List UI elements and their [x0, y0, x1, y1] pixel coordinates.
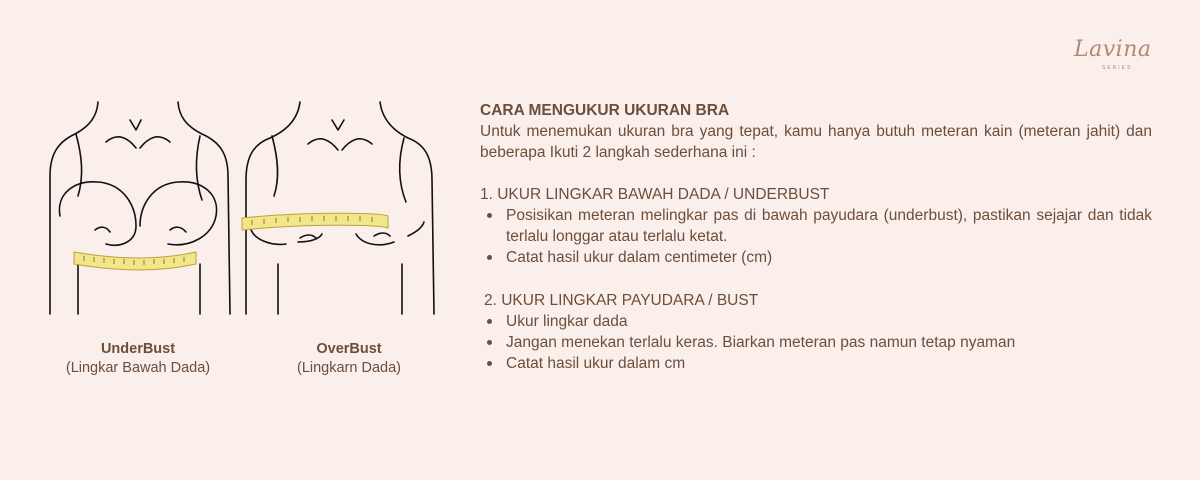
list-item: Catat hasil ukur dalam cm	[506, 353, 1152, 374]
overbust-label: OverBust	[316, 341, 382, 357]
section-bust-list	[480, 311, 1152, 374]
logo-text: Lavina	[1074, 37, 1152, 62]
underbust-torso-drawing	[40, 96, 240, 318]
guide-intro: Untuk menemukan ukuran bra yang tepat, kamu hanya butuh meteran kain (meteran jahit) dan beberapa Ikuti 2 langkah sederhana ini :	[480, 123, 1152, 161]
section-bust-heading: 2. UKUR LINGKAR PAYUDARA / BUST	[484, 292, 759, 309]
underbust-illustration	[40, 96, 240, 318]
underbust-measuring-tape	[74, 252, 196, 270]
brand-logo	[1074, 36, 1154, 76]
list-item: Posisikan meteran melingkar pas di bawah payudara (underbust), pastikan sejajar dan tidak terlalu longgar atau terlalu ketat.	[506, 207, 1152, 245]
overbust-torso-drawing	[238, 96, 438, 318]
logo-subtext: SERIES	[1102, 65, 1133, 71]
list-item: Ukur lingkar dada	[506, 311, 1152, 332]
underbust-caption	[38, 340, 238, 378]
underbust-label: UnderBust	[100, 341, 176, 357]
overbust-illustration	[238, 96, 438, 318]
section-underbust-list	[480, 205, 1152, 268]
underbust-sublabel: (Lingkar Bawah Dada)	[65, 360, 211, 376]
overbust-caption	[249, 340, 449, 378]
overbust-measuring-tape	[242, 213, 388, 230]
section-underbust-heading: 1. UKUR LINGKAR BAWAH DADA / UNDERBUST	[480, 186, 830, 203]
overbust-sublabel: (Lingkarn Dada)	[297, 360, 401, 376]
measuring-guide	[480, 101, 1152, 374]
guide-title: CARA MENGUKUR UKURAN BRA	[480, 102, 730, 119]
list-item: Jangan menekan terlalu keras. Biarkan meteran pas namun tetap nyaman	[506, 332, 1152, 353]
list-item: Catat hasil ukur dalam centimeter (cm)	[506, 247, 1152, 268]
